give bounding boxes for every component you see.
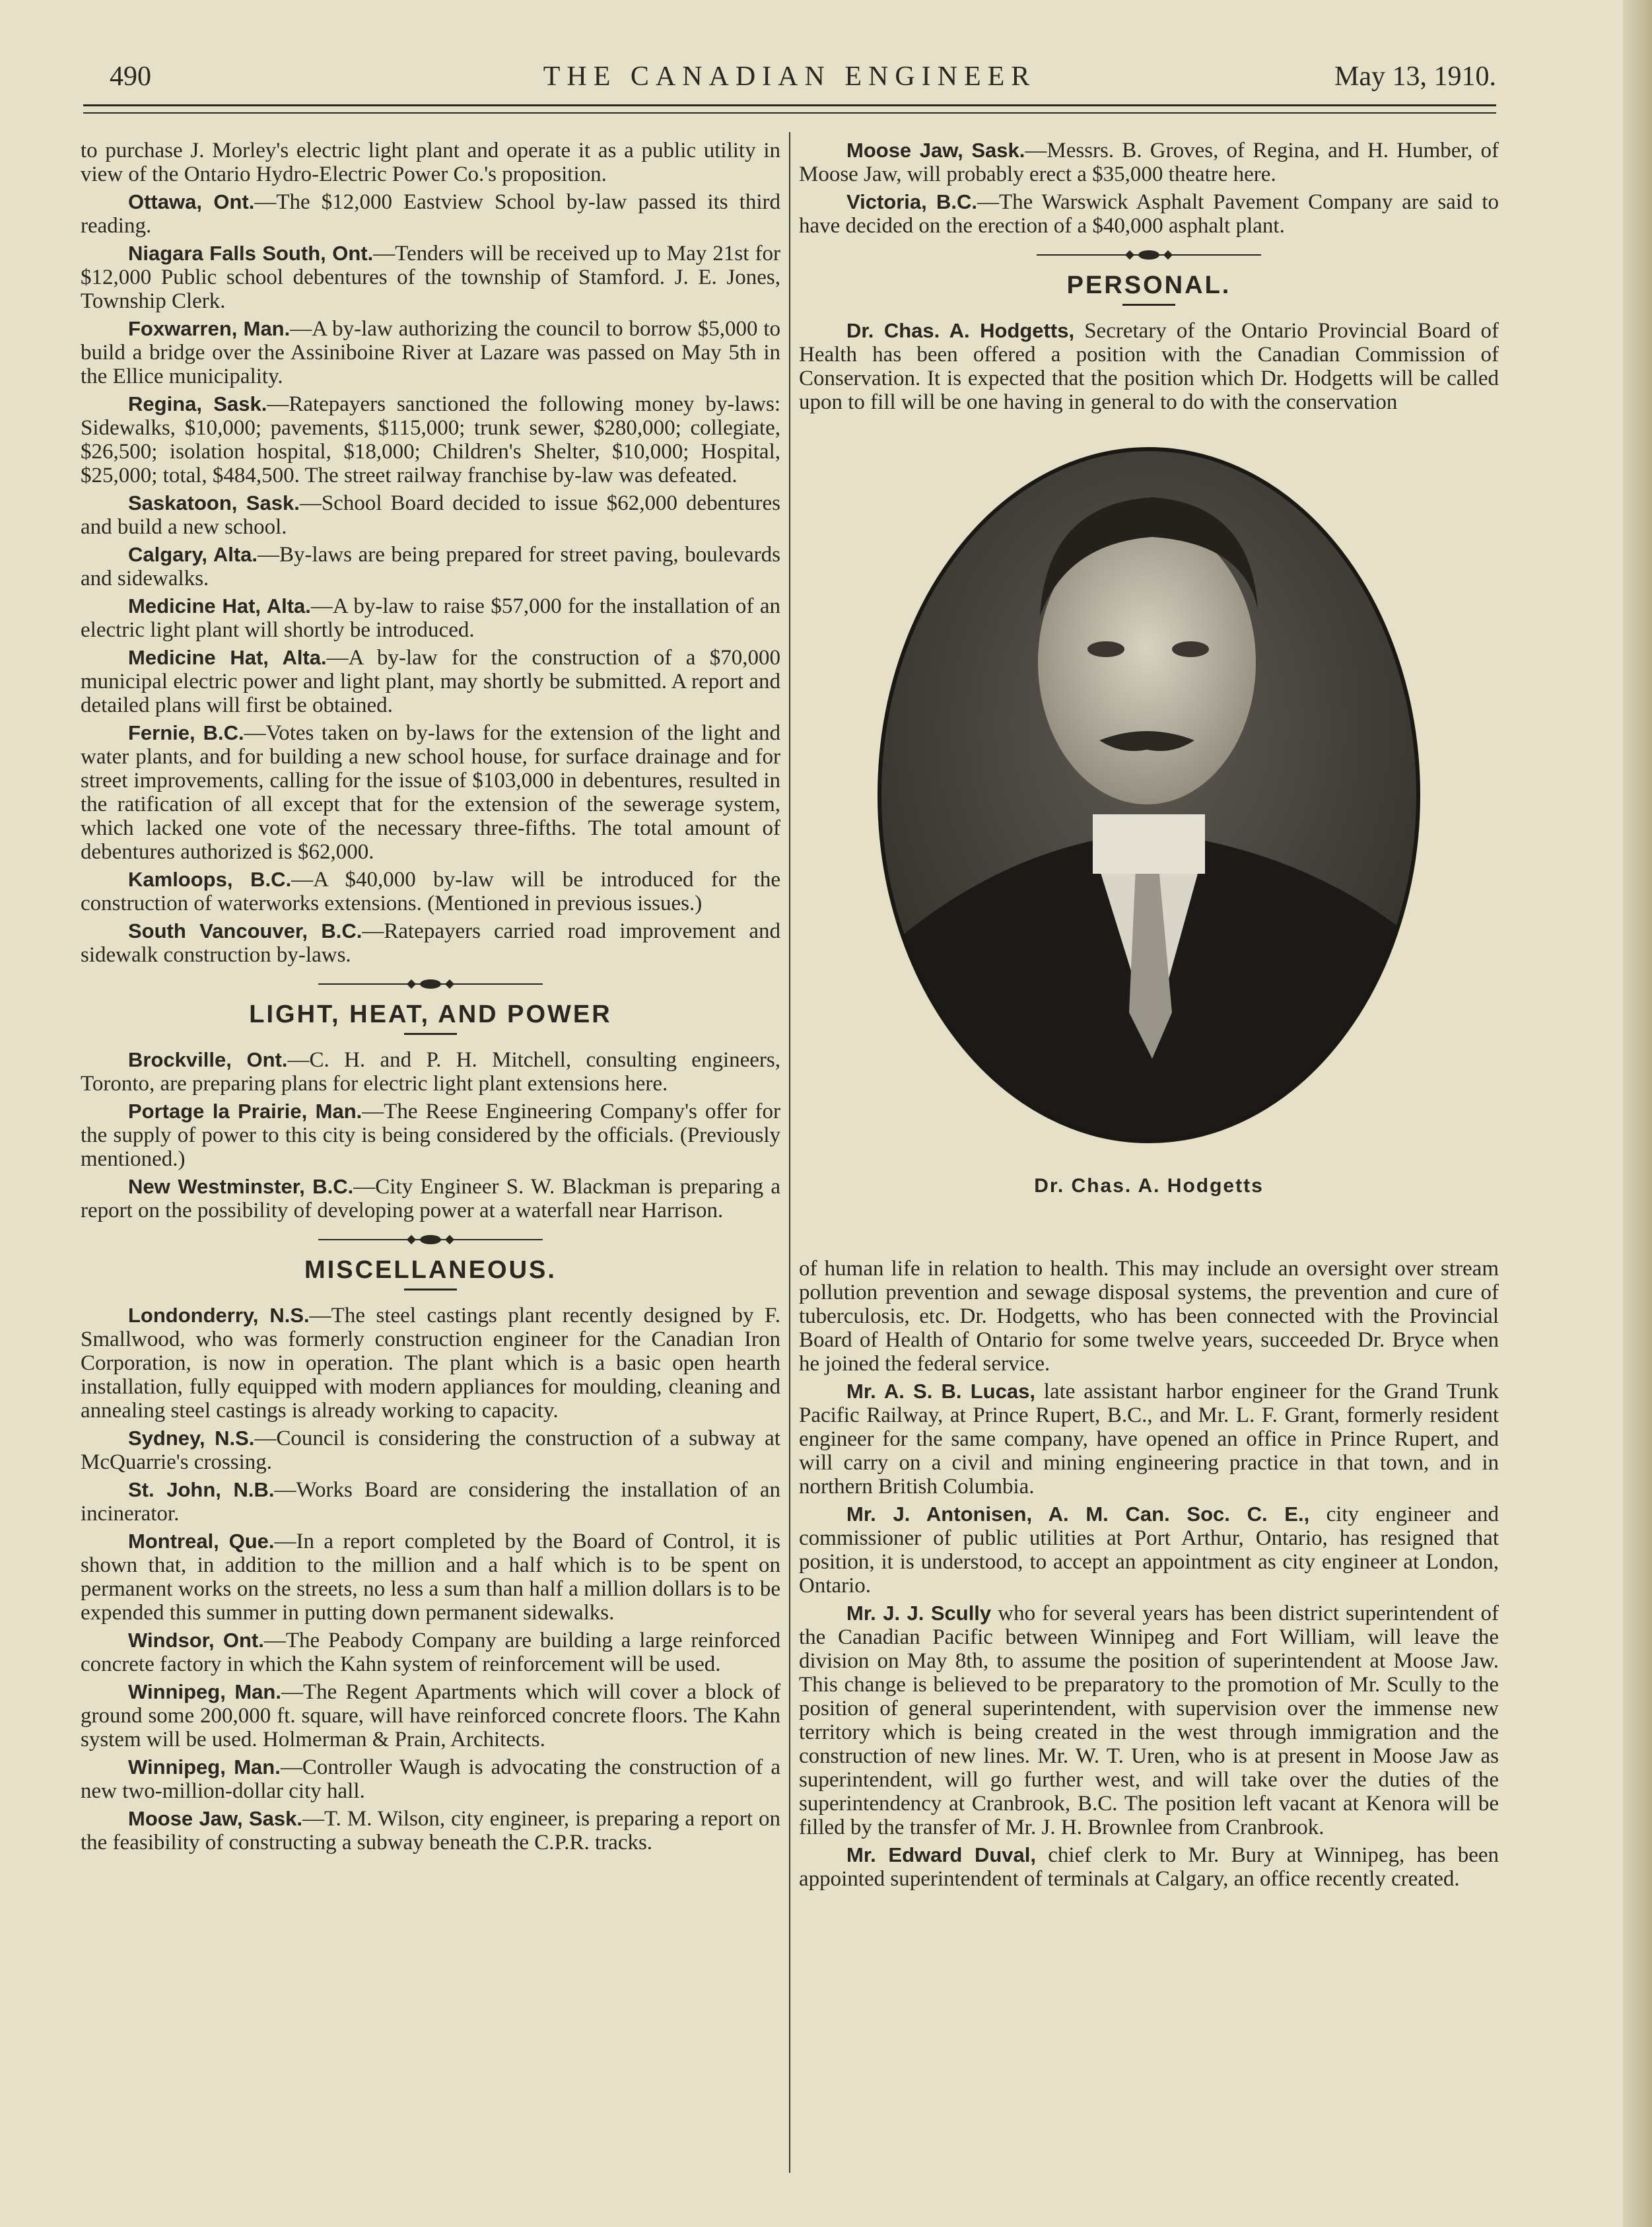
news-item: Windsor, Ont.—The Peabody Company are building a large reinforced concrete factory in which the Kahn system of reinforcement will be used. (81, 1629, 780, 1676)
news-item: Calgary, Alta.—By-laws are being prepared for street paving, boulevards and sidewalks. (81, 543, 780, 590)
news-item: Winnipeg, Man.—Controller Waugh is advocating the construction of a new two-million-dollar city hall. (81, 1755, 780, 1803)
ornament-divider (318, 977, 543, 991)
page-number: 490 (110, 61, 151, 92)
intro-paragraph: to purchase J. Morley's electric light plant and operate it as a public utility in view of the Ontario Hydro-Electric Power Co.'s proposition. (81, 139, 780, 186)
news-item: St. John, N.B.—Works Board are considering the installation of an incinerator. (81, 1478, 781, 1526)
section-heading-light-heat-power: LIGHT, HEAT, AND POWER (249, 1001, 612, 1028)
issue-date: May 13, 1910. (1334, 61, 1496, 92)
news-item: Londonderry, N.S.—The steel castings plant recently designed by F. Smallwood, who was formerly construction engineer for the Canadian Iron Corporation, is now in operation. The plant which is a basic open hearth installation, fully equipped with modern appliances for moulding, cleaning and annealing steel castings is already working to capacity. (81, 1304, 780, 1423)
section-heading-miscellaneous: MISCELLANEOUS. (304, 1256, 557, 1284)
news-item: South Vancouver, B.C.—Ratepayers carried road improvement and sidewalk construction by-laws. (81, 919, 780, 967)
news-item: Victoria, B.C.—The Warswick Asphalt Pavement Company are said to have decided on the erection of a $40,000 asphalt plant. (799, 190, 1499, 238)
page-spine-shadow (1623, 0, 1652, 2227)
news-item: Regina, Sask.—Ratepayers sanctioned the following money by-laws: Sidewalks, $10,000; pavements, $115,000; trunk sewer, $280,000; collegiate, $26,500; isolation hospital, $18,000; Children's Shelter, $10,000; Hospital, $25,000; total, $484,500. The street railway franchise by-law was defeated. (81, 392, 780, 487)
news-item: Portage la Prairie, Man.—The Reese Engineering Company's offer for the supply of power to this city is being considered by the officials. (Previously mentioned.) (81, 1100, 780, 1171)
portrait-figure (799, 418, 1499, 1257)
portrait-photo (875, 444, 1423, 1146)
news-item: Moose Jaw, Sask.—Messrs. B. Groves, of Regina, and H. Humber, of Moose Jaw, will probably erect a $35,000 theatre here. (799, 139, 1499, 186)
news-item: Sydney, N.S.—Council is considering the construction of a subway at McQuarrie's crossing. (81, 1427, 780, 1474)
news-item: Foxwarren, Man.—A by-law authorizing the council to borrow $5,000 to build a bridge over the Assiniboine River at Lazare was passed on May 5th in the Ellice municipality. (81, 317, 780, 388)
heading-underline (1122, 304, 1175, 306)
news-item: Fernie, B.C.—Votes taken on by-laws for the extension of the light and water plants, and for building a new school house, for surface drainage and for street improvements, calling for the issue of $103,000 in debentures, resulted in the ratification of all except that for the extension of the sewerage system, which lacked one vote of the necessary three-fifths. The total amount of debentures authorized is $62,000. (81, 721, 780, 864)
column-divider (789, 132, 790, 2173)
header-rule-bottom (83, 112, 1496, 114)
personal-item: Mr. J. J. Scully who for several years has been district superintendent of the Canadian Pacific between Winnipeg and Fort William, will leave the division on May 8th, to assume the position of superintendent at Moose Jaw. This change is believed to be preparatory to the promotion of Mr. Scully to the position of general superintendent, with supervision over the immense new territory which is being created in the west through immigration and the construction of new lines. Mr. W. T. Uren, who is at present in Moose Jaw as superintendent, will go further west, and will take over the duties of the superintendency at Cranbrook, B.C. The position left vacant at Kenora will be filled by the transfer of Mr. J. H. Brownlee from Cranbrook. (799, 1602, 1499, 1839)
page-header (83, 61, 1496, 100)
news-item: Kamloops, B.C.—A $40,000 by-law will be introduced for the construction of waterworks extensions. (Mentioned in previous issues.) (81, 868, 780, 915)
ornament-divider (318, 1233, 543, 1246)
masthead: THE CANADIAN ENGINEER (543, 61, 1037, 92)
header-rule-top (83, 104, 1496, 106)
right-column (799, 139, 1499, 1895)
news-item: Moose Jaw, Sask.—T. M. Wilson, city engineer, is preparing a report on the feasibility of constructing a subway beneath the C.P.R. tracks. (81, 1807, 780, 1855)
heading-underline (404, 1033, 457, 1035)
personal-item-hodgetts: Dr. Chas. A. Hodgetts, Secretary of the Ontario Provincial Board of Health has been offered a position with the Canadian Commission of Conservation. It is expected that the position which Dr. Hodgetts will be called upon to fill will be one having in general to do with the conservation (799, 319, 1499, 414)
personal-item: Mr. J. Antonisen, A. M. Can. Soc. C. E., city engineer and commissioner of public utilities at Port Arthur, Ontario, has resigned that position, it is understood, to accept an appointment as city engineer at London, Ontario. (799, 1502, 1499, 1598)
ornament-divider (1037, 248, 1261, 262)
personal-item-hodgetts-continued: of human life in relation to health. This may include an oversight over stream pollution prevention and sewage disposal systems, the prevention and cure of tuberculosis, etc. Dr. Hodgetts, who has been connected with the Provincial Board of Health of Ontario for some twelve years, succeeded Dr. Bryce when he joined the federal service. (799, 1257, 1499, 1376)
heading-underline (404, 1289, 457, 1290)
news-item: New Westminster, B.C.—City Engineer S. W. Blackman is preparing a report on the possibility of developing power at a waterfall near Harrison. (81, 1175, 780, 1222)
section-heading-personal: PERSONAL. (1066, 271, 1231, 299)
news-item: Brockville, Ont.—C. H. and P. H. Mitchell, consulting engineers, Toronto, are preparing plans for electric light plant extensions here. (81, 1048, 781, 1096)
news-item: Medicine Hat, Alta.—A by-law for the construction of a $70,000 municipal electric power and light plant, may shortly be submitted. A report and detailed plans will first be obtained. (81, 646, 780, 717)
personal-item: Mr. Edward Duval, chief clerk to Mr. Bury at Winnipeg, has been appointed superintendent of terminals at Calgary, an office recently created. (799, 1843, 1499, 1891)
news-item: Medicine Hat, Alta.—A by-law to raise $57,000 for the installation of an electric light plant will shortly be introduced. (81, 594, 780, 642)
news-item: Winnipeg, Man.—The Regent Apartments which will cover a block of ground some 200,000 ft. square, will have reinforced concrete floors. The Kahn system will be used. Holmerman & Prain, Architects. (81, 1680, 780, 1751)
news-item: Saskatoon, Sask.—School Board decided to issue $62,000 debentures and build a new school. (81, 491, 780, 539)
news-item: Montreal, Que.—In a report completed by the Board of Control, it is shown that, in addition to the million and a half which is to be spent on permanent works on the streets, no less a sum than half a million dollars is to be expended this summer in putting down permanent sidewalks. (81, 1530, 780, 1625)
news-item: Ottawa, Ont.—The $12,000 Eastview School by-law passed its third reading. (81, 190, 780, 238)
portrait-caption: Dr. Chas. A. Hodgetts (1034, 1175, 1264, 1197)
left-column (81, 139, 780, 1858)
personal-item: Mr. A. S. B. Lucas, late assistant harbor engineer for the Grand Trunk Pacific Railway, at Prince Rupert, B.C., and Mr. L. F. Grant, formerly resident engineer for the same company, have opened an office in Prince Rupert, and will carry on a civil and mining engineering practice in that town, and in northern British Columbia. (799, 1380, 1499, 1499)
news-item: Niagara Falls South, Ont.—Tenders will be received up to May 21st for $12,000 Public school debentures of the township of Stamford. J. E. Jones, Township Clerk. (81, 242, 781, 313)
